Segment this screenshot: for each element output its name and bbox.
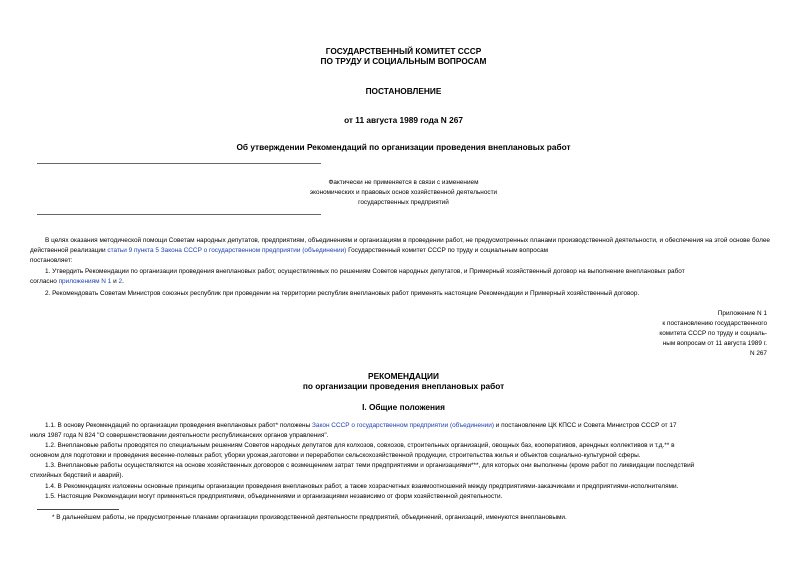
appendix-2-link[interactable]: 2	[118, 278, 123, 285]
clause-1-cont	[30, 277, 775, 287]
clause-1-prefix: согласно	[30, 278, 59, 285]
appendix-line2: к постановлению государственного	[662, 320, 767, 327]
preamble-text-end: Государственный комитет СССР по труду и социальным вопросам	[346, 247, 549, 254]
item-1-5: 1.5. Настоящие Рекомендации могут применяться предприятиями, объединениями и организациями независимо от форм хозяйственной деятельности.	[45, 493, 503, 500]
appendix-line4: ным вопросам от 11 августа 1989 г.	[662, 340, 767, 347]
section-1-heading: I. Общие положения	[362, 402, 445, 412]
document-type: ПОСТАНОВЛЕНИЕ	[365, 86, 442, 96]
appendix-line5: N 267	[749, 350, 767, 357]
preamble-paragraph	[30, 236, 770, 256]
clause-1-and: и	[111, 278, 119, 285]
item-1-1-text: 1.1. В основу Рекомендаций по организации проведения внеплановых работ* положены	[45, 422, 313, 429]
clause-1: 1. Утвердить Рекомендации по организации проведения внеплановых работ, осуществляемых по решениям Советов народных депутатов, и Примерный хозяйственный договор на выполнение внеплановых работ	[45, 268, 685, 275]
preamble-text: В целях оказания методической помощи Советам народных депутатов, предприятиям, объединениям и организациям в проведении работ, не предусмотренных планами производственной деятельности, и обеспечения на этой основе более действенной реализации	[30, 237, 770, 254]
item-1-3: 1.3. Внеплановые работы осуществляются на основе хозяйственных договоров с возмещением затрат теми предприятиями и организациями***, для которых они выполнены (кроме работ по ликвидации последствий	[45, 462, 695, 469]
preamble-resolve: постановляет:	[30, 257, 73, 264]
enterprise-law-link[interactable]: Закон СССР о государственном предприятии (объединении)	[312, 422, 494, 429]
footnote-rule	[37, 509, 119, 510]
status-note-bottom-rule	[37, 214, 321, 215]
org-name-line2: ПО ТРУДУ И СОЦИАЛЬНЫМ ВОПРОСАМ	[320, 56, 487, 66]
item-1-1-cont: июля 1987 года N 824 "О совершенствовании деятельности республиканских органов управления".	[30, 432, 329, 439]
appendix-header	[627, 309, 767, 359]
item-1-2-cont: основном для подготовки и проведения весенне-полевых работ, уборки урожая,заготовки и переработки сельскохозяйственной продукции, строительства жилья и объектов социально-культурной сферы.	[30, 452, 641, 459]
document-date: от 11 августа 1989 года N 267	[344, 115, 463, 125]
item-1-2: 1.2. Внеплановые работы проводятся по специальным решениям Советов народных депутатов для колхозов, совхозов, строительных организаций, овощных баз, кооперативов, арендных коллективов и т.д.** в	[45, 442, 675, 449]
appendix-1-link[interactable]: приложениям N 1	[58, 278, 112, 285]
recommendations-title: РЕКОМЕНДАЦИИ	[368, 371, 439, 381]
appendix-line1: Приложение N 1	[717, 310, 767, 317]
org-name-line1: ГОСУДАРСТВЕННЫЙ КОМИТЕТ СССР	[325, 46, 482, 56]
status-note-top-rule	[37, 163, 321, 164]
item-1-4: 1.4. В Рекомендациях изложены основные принципы организации проведения внеплановых работ, а также хозрасчетных взаимоотношений между предприятиями-заказчиками и предприятиями-исполнителями.	[45, 483, 679, 490]
footnote: * В дальнейшем работы, не предусмотренные планами организации производственной деятельности предприятий, объединений, организаций, именуются внеплановыми.	[52, 514, 567, 521]
item-1-3-cont: стихийных бедствий и аварий).	[30, 472, 124, 479]
clause-2: 2. Рекомендовать Советам Министров союзных республик при проведении на территории республик внеплановых работ применять настоящие Рекомендации и Примерный хозяйственный договор.	[45, 290, 640, 297]
status-note-line2: экономических и правовых основ хозяйственной деятельности	[309, 189, 498, 196]
status-note-line3: государственных предприятий	[358, 199, 449, 206]
clause-1-end: .	[122, 278, 124, 285]
status-note-line1: Фактически не применяется в связи с изменением	[328, 179, 479, 186]
recommendations-subtitle: по организации проведения внеплановых работ	[302, 381, 505, 391]
item-1-1-text-end: и постановление ЦК КПСС и Совета Министров СССР от 17	[494, 422, 677, 429]
document-title: Об утверждении Рекомендаций по организации проведения внеплановых работ	[236, 142, 571, 152]
law-article-link[interactable]: статьи 9 пункта 5 Закона СССР о государственном предприятии (объединении)	[107, 247, 347, 254]
item-1-1	[30, 421, 790, 431]
appendix-line3: комитета СССР по труду и социаль-	[659, 330, 767, 337]
